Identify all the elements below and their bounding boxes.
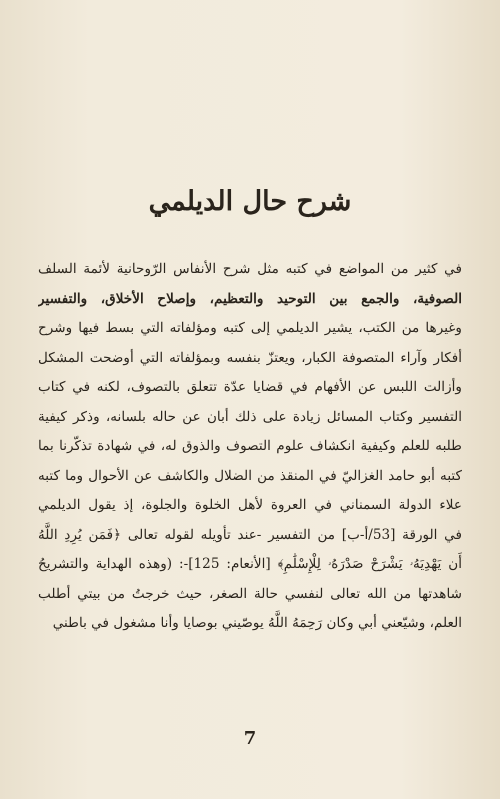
text-line: في كثير من المواضع في كتبه مثل شرح الأنفاس الرّوحانية لأئمة السلف [38, 261, 462, 277]
text-line: أفكار وآراء المتصوفة الكبار، ويعتزّ بنفسه وبمؤلفاته التي أوضحت المشكل [38, 349, 462, 366]
text-line: وأزالت اللبس عن الأفهام في قضايا عدّة تتعلق بالتصوف، لكنه في كتاب [38, 379, 462, 395]
text-line: في الورقة [53/أ-ب] من التفسير -عند تأويله لقوله تعالى ﴿فَمَن يُرِدِ اللَّهُ [38, 526, 462, 543]
text-line: التفسير وكتاب المسائل زيادة على ذلك أبان عن حاله بلسانه، وذكر كيفية [38, 408, 462, 425]
text-line: العلم، وشيّعني أبي وكان رَحِمَهُ اللَّهُ يوصّيني بوصايا وأنا مشغول في باطني [52, 615, 462, 631]
body-text [38, 255, 462, 639]
page-number: 7 [243, 728, 257, 749]
text-line: شاهدتها من الله تعالى لنفسي حالة الصغر، حيث خرجتُ من بيتي أطلب [38, 585, 462, 602]
text-line: أَن يَهْدِيَهُۥ يَشْرَحْ صَدْرَهُۥ لِلْإِسْلَٰمِ﴾ [الأنعام: 125]-: (وهذه الهداية والتشريحُ [38, 556, 462, 572]
text-line: وغيرها من الكتب، يشير الديلمي إلى كتبه ومؤلفاته التي بسط فيها وشرح [38, 320, 462, 336]
text-line: علاء الدولة السمناني في العروة لأهل الخلوة والجلوة، إذ يقول الديلمي [38, 497, 462, 513]
text-line: كتبه أبو حامد الغزاليّ في المنقذ من الضلال والكاشف عن الأحوال وما كتبه [38, 467, 462, 484]
chapter-title: شرح حال الديلمي [148, 186, 352, 218]
text-line: طلبه للعلم وكيفية انكشاف علوم التصوف والذوق له، في شهادة تذكّرنا بما [38, 438, 462, 454]
text-line: الصوفية، والجمع بين التوحيد والتعظيم، وإصلاح الأخلاق، والتفسير [38, 290, 462, 307]
